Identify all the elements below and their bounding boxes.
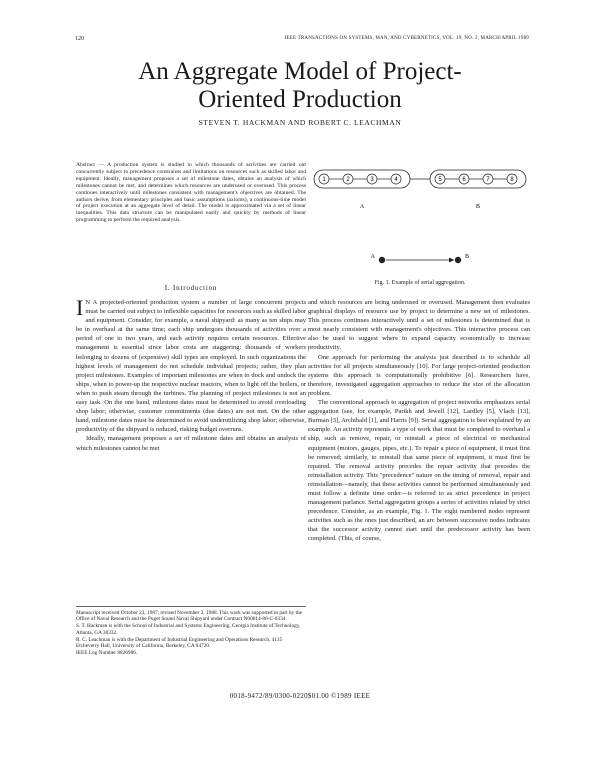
paragraph-continued: and which resources are being underused or overused. Management then evaluates graphical displays of resource use by project to determine a new set of milestones. This process continues interactively until a set of milestones is determined that is most nearly consistent with management's objectives. This interactive process can also be used to suggest where to expand capacity economically to increase productivity. <box>308 299 530 352</box>
aggregated-node-a <box>379 257 385 263</box>
node-4 <box>391 174 401 184</box>
aggregated-node-b-label: B <box>465 254 470 260</box>
node-5-label: 5 <box>438 177 442 184</box>
aggregated-node-b <box>455 257 461 263</box>
node-5 <box>435 174 445 184</box>
paragraph-approach: One approach for performing the analysis just described is to schedule all activities for all projects simultaneously [10]. For large project-oriented production systems this approach is computationally prohibitive [6]. Researchers have, therefore, investigated aggregation approaches to reduce the size of the allocation problem. <box>308 353 530 397</box>
title-line-1: An Aggregate Model of Project- <box>138 58 462 85</box>
abstract: Abstract — A production system is studied in which thousands of activities are carried out concurrently subject to precedence constraints and limitations on resources such as skilled labor and equipment. Ideally, management proposes a set of milestone dates, obtains an analysis of which milestones cannot be met, and determines which resources are underused or overused. This process continues interactively until milestones consistent with management's objectives are obtained. The authors derive, from elementary principles and basic assumptions (axioms), a continuous-time model of project execution at an aggregate level of detail. The model is approximated via a set of linear inequalities. This data structure can be manipulated easily and quickly by methods of linear programming to perform the required analysis. <box>76 162 306 224</box>
node-4-label: 4 <box>394 177 398 184</box>
node-8-label: 8 <box>510 177 514 184</box>
figure-1 <box>312 160 530 298</box>
node-6 <box>459 174 469 184</box>
node-1 <box>319 174 329 184</box>
node-7 <box>483 174 493 184</box>
running-header: IEEE TRANSACTIONS ON SYSTEMS, MAN, AND CYBERNETICS, VOL. 19, NO. 2, MARCH/APRIL 1989 <box>284 36 529 41</box>
group-a-label: A <box>359 204 365 210</box>
title-line-2: Oriented Production <box>198 86 402 113</box>
node-7-label: 7 <box>486 177 490 184</box>
paragraph-1-text: N A projected-oriented production system a number of large concurrent projects must be carried out subject to inflexible capacities for resources such as skilled labor and equipment. Consider, for example, a naval shipyard: as many as ten ships may be in overhaul at the same time; each ship undergoes thousands of activities over a period of one to two years, and each activity requires certain resources. Effective management is essential since labor costs are staggering: thousands of workers belonging to dozens of (expensive) skill types are employed. In such organizations the highest levels of management do not schedule individual projects; rather, they plan project milestones. Examples of important milestones are when to dock and undock the ships, when to power-up the respective nuclear reactors, when to light off the boilers, or when to push steam through the turbines. The planning of project milestones is not an easy task. On the one hand, milestone dates must be determined to avoid overloading shop labor; otherwise, customer commitments (due dates) are not met. On the other hand, milestone dates must be determined to avoid underutilizing shop labor; otherwise, productivity of the shipyard is reduced, risking budget overruns. <box>76 299 306 434</box>
node-8 <box>507 174 517 184</box>
node-1-label: 1 <box>322 177 326 184</box>
footnote-author-1: S. T. Hackman is with the School of Industrial and Systems Engineering, Georgia Institute of Technology, Atlanta, GA 30332. <box>76 623 301 636</box>
node-2-label: 2 <box>346 177 350 184</box>
node-3-label: 3 <box>370 177 374 184</box>
footnote-log-number: IEEE Log Number 8826986. <box>76 649 138 656</box>
section-heading: I. Introduction <box>164 284 218 292</box>
footnote-author-2: R. C. Leachman is with the Department of Industrial Engineering and Operations Research, 4135 Etcheverry Hall, University of California, Berkeley, CA 94720. <box>76 636 283 650</box>
chain-a <box>314 170 410 188</box>
node-6-label: 6 <box>462 177 466 184</box>
paragraph-1 <box>76 295 306 434</box>
node-3 <box>367 174 377 184</box>
right-column-body <box>308 298 530 544</box>
node-2 <box>343 174 353 184</box>
paragraph-2: Ideally, management proposes a set of milestone dates and obtains an analysis of which milestones cannot be met <box>76 435 306 452</box>
figure-caption: Fig. 1. Example of serial aggregation. <box>374 280 466 286</box>
aggregated-node-a-label: A <box>370 254 375 260</box>
paper-title <box>0 58 600 114</box>
drop-cap: I <box>76 295 84 320</box>
paragraph-conventional: The conventional approach to aggregation of project networks emphasizes serial aggregation (see, for example, Parikh and Jewell [12], Lardley [5], Vlach [13], Burman [3], Archibald [1], and Harris [9]). Serial aggregation is best explained by an example. An activity represents a type of work that must be completed to overhaul a ship, such as remove, repair, or reinstall a piece of electrical or mechanical equipment (motors, gauges, pipes, etc.). To repair a piece of equipment, it must first be removed; similarly, to reinstall that same piece of equipment, it must first be repaired. The removal activity precedes the repair activity that precedes the reinstallation activity. This "precedence" nature on the timing of removal, repair and reinstallation—namely, that these activities cannot be performed simultaneously and must follow a definite time order—is referred to as strict precedence in project management parlance. Serial aggregation groups a series of activities related by strict precedence. Consider, as an example, Fig. 1. The eight numbered nodes represent activities such as the ones just described, an arc between successive nodes indicates that the successor activity cannot start until the predecessor activity has been completed. (This, of course, <box>308 399 530 543</box>
footnote-manuscript: Manuscript received October 23, 1987; revised November 2, 1988. This work was supported in part by the Office of Naval Research and the Puget Sound Naval Shipyard under Contract N00014-86-C-0334. <box>76 610 302 623</box>
left-column-body <box>76 295 306 453</box>
aggregated-network <box>371 254 469 263</box>
chain-b <box>430 170 526 188</box>
arrowhead-icon <box>449 258 454 263</box>
footnotes <box>76 606 306 657</box>
group-b-label: B <box>475 204 481 210</box>
author-list: STEVEN T. HACKMAN AND ROBERT C. LEACHMAN <box>198 118 402 127</box>
copyright-footer: 0018-9472/89/0300-0220$01.00 ©1989 IEEE <box>229 692 371 700</box>
page-number: 120 <box>75 36 84 42</box>
